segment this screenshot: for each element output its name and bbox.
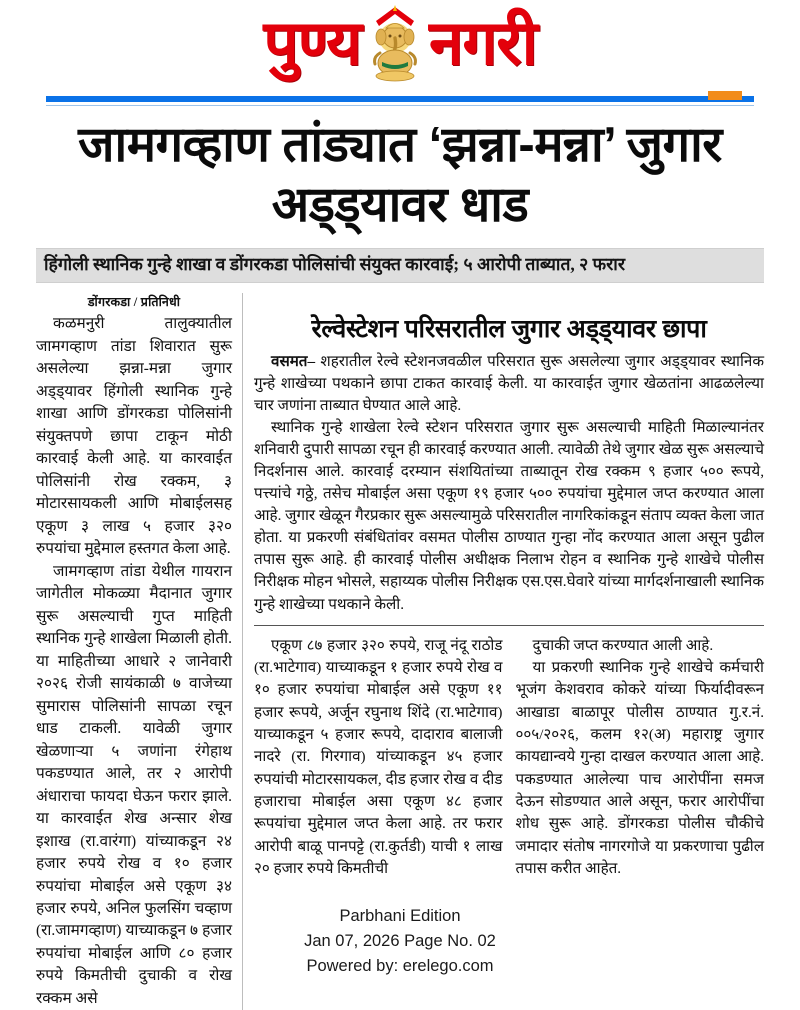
lead-paragraph-1-text: शहरातील रेल्वे स्टेशनजवळील परिसरात सुरू असलेल्या जुगार अड्ड्यावर स्थानिक गुन्हे शाखेच्या पथकाने छापा टाकत कारवाई केली. या कारवाईत जुगार खेळतांना आढळलेल्या चार जणांना ताब्यात घेण्यात आले आहे. xyxy=(254,353,764,415)
ganesh-idol-icon xyxy=(364,5,426,83)
brand-word-left: पुण्य xyxy=(263,9,361,78)
lead-paragraph-1 xyxy=(254,351,764,417)
divider-bar-thin xyxy=(46,105,754,106)
lead-paragraph-2: स्थानिक गुन्हे शाखेला रेल्वे स्टेशन परिसरात जुगार सुरू असल्याची माहिती मिळाल्यानंतर शनिवारी दुपारी सापळा रचून ही कारवाई करण्यात आली. त्यावेळी तेथे जुगार खेळ सुरू असल्याचे निदर्शनास आले. कारवाई दरम्यान संशयितांच्या ताब्यातून रोख रक्कम ९ हजार ५०० रूपये, पत्त्यांचे गठ्ठे, तसेच मोबाईल असा एकूण १९ हजार ५०० रुपयांचा मुद्देमाल जप्त करण्यात आला आहे. जुगार खेळून गैरप्रकार सुरू असल्यामुळे परिसरातील नागरिकांकडून संताप व्यक्त केला जात होता. या प्रकरणी संबंधितांवर वसमत पोलीस ठाण्यात गुन्हा नोंद करण्यात आला असून पुढील तपास सुरू आहे. ही कारवाई पोलीस अधीक्षक निलाभ रोहन व स्थानिक गुन्हे शाखेचे पोलीस निरीक्षक मोहन भोसले, सहाय्यक पोलीस निरीक्षक एस.एस.घेवारे यांच्या मार्गदर्शनाखाली स्थानिक गुन्हे शाखेच्या पथकाने केली. xyxy=(254,419,764,613)
article-body xyxy=(36,293,764,1010)
brand-word-right: नगरी xyxy=(428,9,537,78)
page-title: जामगव्हाण तांड्यात ‘झन्ना-मन्ना’ जुगार अड्ड्यावर धाड xyxy=(78,118,722,232)
dateline: वसमत– xyxy=(271,353,316,371)
lead-block xyxy=(254,351,764,615)
right-section xyxy=(254,293,764,1010)
middle-column xyxy=(254,635,503,881)
right-paragraph-2: या प्रकरणी स्थानिक गुन्हे शाखेचे कर्मचारी भूजंग केशवराव कोकरे यांच्या फिर्यादीवरून आखाडा बाळापूर पोलीस ठाण्यात गु.र.नं. ००५/२०२६, कलम १२(अ) महाराष्ट्र जुगार कायद्यान्वये गुन्हा दाखल करण्यात आला आहे. पकडण्यात आलेल्या पाच आरोपींना समज देऊन सोडण्यात आले असून, फरार आरोपींचा शोध सुरू आहे. डोंगरकडा पोलीस चौकीचे जमादार संतोष नागरगोजे या प्रकरणाचा पुढील तपास करीत आहेत. xyxy=(515,658,764,877)
section-heading: रेल्वेस्टेशन परिसरातील जुगार अड्ड्यावर छापा xyxy=(311,315,707,344)
right-paragraph-1: दुचाकी जप्त करण्यात आली आहे. xyxy=(532,636,714,654)
masthead-divider xyxy=(0,88,800,110)
subhead-band: हिंगोली स्थानिक गुन्हे शाखा व डोंगरकडा पोलिसांची संयुक्त कारवाई; ५ आरोपी ताब्यात, २ फरार xyxy=(36,248,764,284)
byline: डोंगरकडा / प्रतिनिधी xyxy=(87,295,181,310)
lower-columns xyxy=(254,635,764,881)
section-rule xyxy=(254,625,764,626)
middle-paragraph-1: एकूण ८७ हजार ३२० रुपये, राजू नंदू राठोड (रा.भाटेगाव) याच्याकडून १ हजार रुपये रोख व १० हजार रुपयांचा मोबाईल असे एकूण ११ हजार रूपये, अर्जून रघुनाथ शिंदे (रा.भाटेगाव) याच्याकडून ५ हजार रूपये, दादाराव बालाजी नादरे (रा. गिरगाव) यांच्याकडून ४५ हजार रुपयांची मोटारसायकल, दीड हजार रोख व दीड हजाराचा मोबाईल असा एकूण ४८ हजार रूपयांचा मुद्देमाल जप्त केला आहे. तर फरार आरोपी बाळू पानपट्टे (रा.कुर्तडी) याची १ लाख २० हजार रुपये किमतीची xyxy=(254,636,503,877)
divider-bar-blue xyxy=(46,96,754,102)
footer-powered-by: Powered by: erelego.com xyxy=(306,956,494,975)
left-paragraph-1: कळमनुरी तालुक्यातील जामगव्हाण तांडा शिवारात सुरू असलेल्या झन्ना-मन्ना जुगार अड्ड्यावर हिंगोली स्थानिक गुन्हे शाखा आणि डोंगरकडा पोलिसांनी संयुक्तपणे छापा टाकून मोठी कारवाई केली आहे. या कारवाईत पोलिसांनी रोख रक्कम, ३ मोटारसायकली आणि मोबाईलसह एकूण ३ लाख ५ हजार ३२० रुपयांचा मुद्देमाल हस्तगत केला आहे. xyxy=(36,315,232,558)
footer-date-page: Jan 07, 2026 Page No. 02 xyxy=(304,931,496,950)
brand-logo xyxy=(263,5,536,83)
left-column xyxy=(36,293,242,1010)
right-column xyxy=(516,635,765,881)
footer xyxy=(0,904,800,979)
masthead xyxy=(0,0,800,88)
divider-bar-orange xyxy=(708,91,742,100)
footer-edition: Parbhani Edition xyxy=(339,906,461,925)
column-divider xyxy=(242,293,243,1010)
left-paragraph-2: जामगव्हाण तांडा येथील गायरान जागेतील मोकळ्या मैदानात जुगार सुरू असल्याची गुप्त माहिती स्थानिक गुन्हे शाखेला मिळाली होती. या माहितीच्या आधारे २ जानेवारी २०२६ रोजी सायंकाळी ७ वाजेच्या सुमारास पोलिसांनी सापळा रचून धाड टाकली. यावेळी जुगार खेळणाऱ्या ५ जणांना रंगेहाथ पकडण्यात आले, तर २ आरोपी अंधाराचा फायदा घेऊन फरार झाले. या कारवाईत शेख अन्सार शेख इशाख (रा.वारंगा) यांच्याकडून २४ हजार रुपये रोख व १० हजार रुपयांचा मोबाईल असे एकूण ३४ हजार रुपये, अनिल फुलसिंग चव्हाण (रा.जामगव्हाण) याच्याकडून ७ हजार रुपयांचा मोबाईल आणि ८० हजार रुपये किमतीची दुचाकी व रोख रक्कम असे xyxy=(36,562,232,1007)
